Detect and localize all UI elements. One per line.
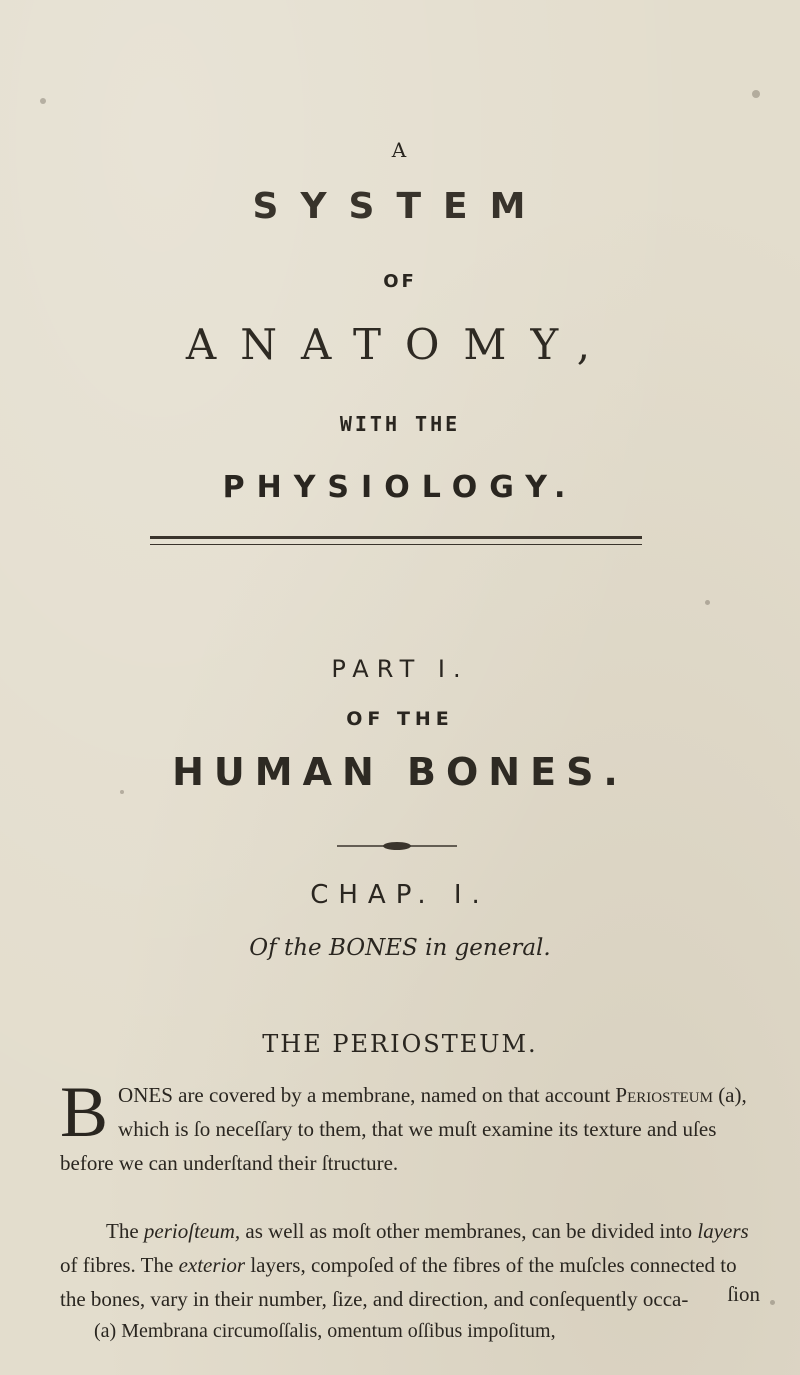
section-heading: THE PERIOSTEUM.	[262, 1030, 538, 1058]
paper-speck	[120, 790, 124, 794]
title-article: A	[391, 138, 409, 162]
term-periosteum: Periosteum	[615, 1083, 713, 1107]
chapter-subtitle	[0, 935, 800, 961]
footnote: (a) Membrana circumoſſalis, omentum oſſibus impoſitum,	[94, 1320, 556, 1342]
ornament-divider-icon	[337, 840, 457, 852]
part-heading: PART I.	[331, 655, 469, 683]
part-of-the: OF THE	[346, 708, 454, 730]
term-layers: layers	[697, 1219, 749, 1243]
part-subject: HUMAN BONES.	[172, 750, 628, 794]
title-of: OF	[383, 271, 417, 292]
title-anatomy: ANATOMY,	[185, 320, 615, 369]
paper-speck	[752, 90, 760, 98]
title-system: SYSTEM	[252, 186, 548, 227]
paragraph-2-text-d: layers, compoſed of the fibres of the muſcles connected to the bones, vary in their number, ſize, and direction, and conſequently occa-	[60, 1253, 737, 1311]
double-rule-divider	[150, 536, 642, 545]
title-with-the: WITH THE	[339, 412, 461, 436]
paragraph-1	[60, 1072, 760, 1180]
chapter-heading: CHAP. I.	[310, 880, 490, 910]
chapter-subtitle-pre: Of the	[249, 935, 329, 961]
drop-cap: B	[60, 1072, 109, 1152]
chapter-subtitle-em: BONES	[328, 935, 418, 961]
chapter-subtitle-post: in general.	[417, 935, 551, 961]
catchword: ſion	[727, 1282, 760, 1306]
paragraph-2	[60, 1214, 760, 1316]
paper-speck	[770, 1300, 775, 1305]
paragraph-2-text-c: of fibres. The	[60, 1253, 179, 1277]
title-physiology: PHYSIOLOGY.	[222, 470, 578, 505]
paragraph-1-text-b: (a), which is ſo neceſſary to them, that we muſt examine its texture and uſes before we can underſtand their ſtructure.	[60, 1083, 747, 1175]
paragraph-1-text-a: ONES are covered by a membrane, named on that account	[118, 1083, 616, 1107]
paper-speck	[705, 600, 710, 605]
paragraph-2-text-b: as well as moſt other membranes, can be divided into	[240, 1219, 698, 1243]
paragraph-2-text-a: The	[106, 1219, 144, 1243]
term-periosteum-italic: perioſteum,	[143, 1219, 241, 1243]
paper-speck	[40, 98, 46, 104]
term-exterior: exterior	[178, 1253, 246, 1277]
